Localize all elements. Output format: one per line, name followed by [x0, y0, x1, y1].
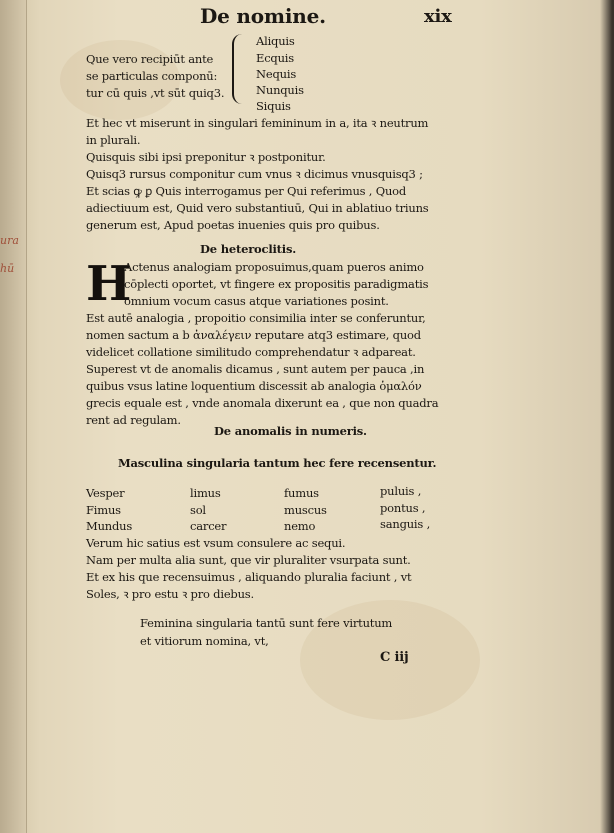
text-line: Nam per multa alia sunt, que vir pluraliter vsurpata sunt. — [86, 553, 411, 567]
folio-number: xix — [424, 6, 452, 27]
brace-item: Aliquis — [256, 34, 295, 48]
text-line: cōplecti oportet, vt fingere ex propositis paradigmatis — [124, 277, 429, 291]
curly-brace — [232, 34, 248, 104]
section-heading: De anomalis in numeris. — [214, 424, 367, 438]
word-cell: limus — [190, 486, 221, 500]
running-header-title: De nomine. — [200, 4, 326, 28]
word-cell: Vesper — [86, 486, 125, 500]
text-line: generum est, Apud poetas inuenies quis pro quibus. — [86, 218, 380, 232]
word-cell: carcer — [190, 519, 227, 533]
margin-note: ura — [0, 234, 19, 247]
word-cell: nemo — [284, 519, 316, 533]
text-line: Quisq3 rursus componitur cum vnus ꝛ dicimus vnusquisq3 ; — [86, 167, 423, 181]
margin-note: hū — [0, 262, 15, 275]
text-line: Quisquis sibi ipsi preponitur ꝛ postponitur. — [86, 150, 326, 164]
brace-left-line: Que vero recipiūt ante — [86, 52, 214, 66]
brace-left-line: se particulas componū: — [86, 69, 218, 83]
text-line: Et hec vt miserunt in singulari femininum in a, ita ꝛ neutrum — [86, 116, 429, 130]
binding-gutter — [0, 0, 27, 833]
brace-item: Ecquis — [256, 51, 294, 65]
brace-item: Nunquis — [256, 83, 304, 97]
word-cell: Mundus — [86, 519, 133, 533]
text-line: videlicet collatione similitudo comprehendatur ꝛ adpareat. — [86, 345, 416, 359]
text-line: rent ad regulam. — [86, 413, 181, 427]
text-line: Feminina singularia tantū sunt fere virtutum — [140, 616, 393, 630]
text-line: Soles, ꝛ pro estu ꝛ pro diebus. — [86, 587, 254, 601]
text-line: nomen sactum a b ἀναλέγειν reputare atq3 estimare, quod — [86, 328, 421, 342]
brace-item: Nequis — [256, 67, 297, 81]
text-line: Superest vt de anomalis dicamus , sunt autem per pauca ,in — [86, 362, 425, 376]
brace-left-line: tur cū quis ,vt sūt quiq3. — [86, 86, 225, 100]
text-line: Et scias ꝙ ꝑ Quis interrogamus per Qui referimus , Quod — [86, 184, 407, 198]
text-line: et vitiorum nomina, vt, — [140, 634, 269, 648]
text-line: in plurali. — [86, 133, 141, 147]
section-heading: De heteroclitis. — [200, 242, 297, 256]
text-line: adiectiuum est, Quid vero substantiuū, Qui in ablatiuo triuns — [86, 201, 429, 215]
text-line: grecis equale est , vnde anomala dixerunt ea , que non quadra — [86, 396, 439, 410]
signature-mark: C iij — [380, 650, 409, 665]
text-line: Verum hic satius est vsum consulere ac sequi. — [86, 536, 346, 550]
word-cell: Fimus — [86, 503, 121, 517]
text-line: quibus vsus latine loquentium discessit ab analogia ὁμαλόν — [86, 379, 422, 393]
drop-cap-initial: H — [86, 256, 132, 312]
word-cell: sol — [190, 503, 206, 517]
word-cell: muscus — [284, 503, 327, 517]
word-cell: fumus — [284, 486, 319, 500]
text-line: Actenus analogiam proposuimus,quam pueros animo — [124, 260, 424, 274]
section-heading: Masculina singularia tantum hec fere recensentur. — [118, 456, 437, 470]
word-cell: puluis , — [380, 484, 422, 498]
text-line: omnium vocum casus atque variationes posint. — [124, 294, 389, 308]
brace-item: Siquis — [256, 99, 291, 113]
text-line: Et ex his que recensuimus , aliquando pluralia faciunt , vt — [86, 570, 412, 584]
word-cell: pontus , — [380, 501, 426, 515]
text-line: Est autē analogia , propoitio consimilia inter se conferuntur, — [86, 311, 426, 325]
word-cell: sanguis , — [380, 517, 431, 531]
